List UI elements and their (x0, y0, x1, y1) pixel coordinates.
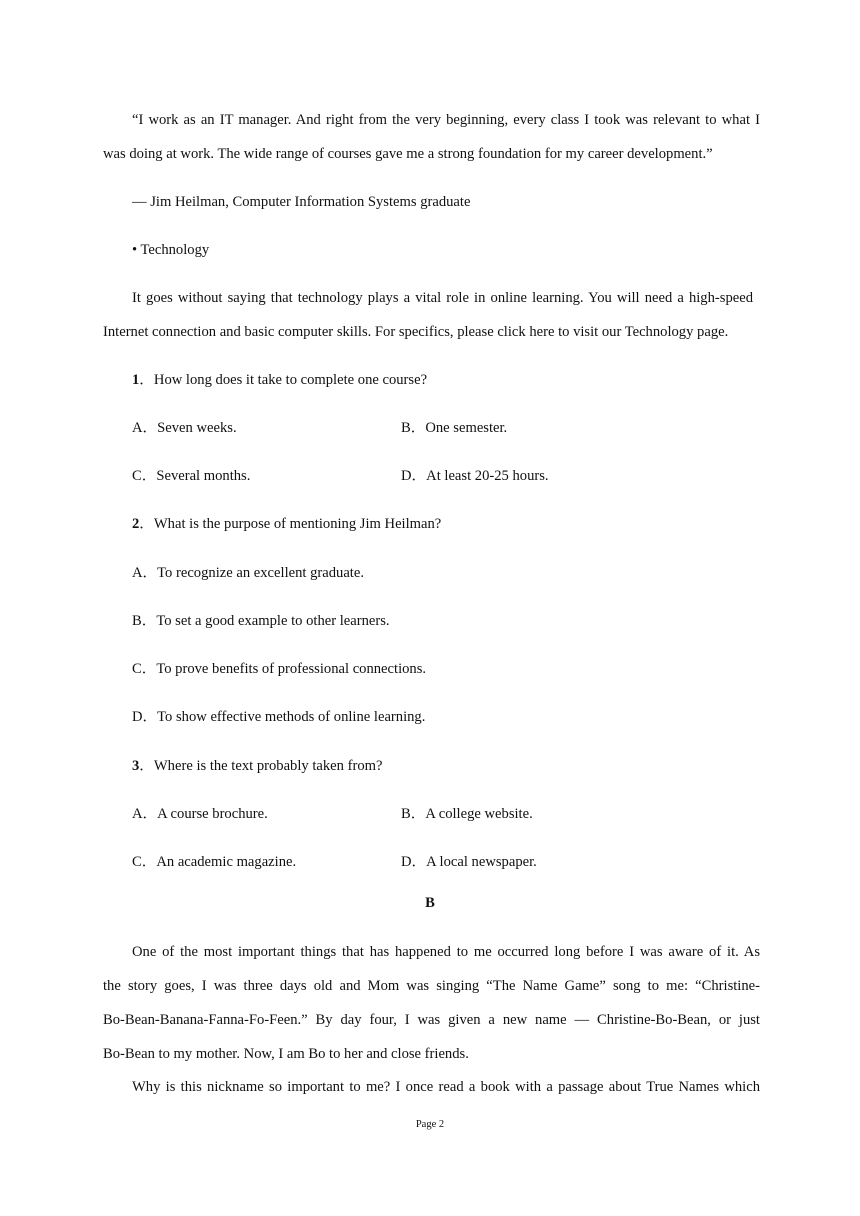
option-letter: A (132, 806, 143, 822)
option-3c: C．An academic magazine. (132, 854, 297, 870)
option-1d: D．At least 20-25 hours. (401, 468, 549, 484)
option-text: A course brochure. (157, 806, 268, 822)
option-letter: D (401, 468, 412, 484)
quote-line-2: was doing at work. The wide range of courses gave me a strong foundation for my career development.” (103, 146, 713, 162)
question-1 (132, 371, 427, 389)
option-text: Several months. (156, 468, 251, 484)
quote-line-1: “I work as an IT manager. And right from the very beginning, every class I took was relevant to what I (132, 112, 760, 128)
option-2a: A．To recognize an excellent graduate. (132, 565, 364, 581)
number-separator: ． (139, 516, 154, 532)
option-letter: D (401, 854, 412, 870)
section-b-paragraph-1-line-1: One of the most important things that has happened to me occurred long before I was aware of it. As (132, 944, 760, 960)
question-number: 1 (132, 372, 140, 388)
option-text: At least 20-25 hours. (426, 468, 549, 484)
question-stem: What is the purpose of mentioning Jim Heilman? (153, 516, 442, 532)
number-separator: ． (139, 758, 154, 774)
question-3 (132, 757, 382, 775)
option-2d: D．To show effective methods of online learning. (132, 709, 426, 725)
option-text: A local newspaper. (426, 854, 537, 870)
option-letter: B (132, 613, 142, 629)
question-number: 3 (132, 758, 140, 774)
option-1c: C．Several months. (132, 468, 251, 484)
section-b-paragraph-2-line-1: Why is this nickname so important to me? I once read a book with a passage about True Names which (132, 1079, 760, 1095)
question-stem: Where is the text probably taken from? (153, 758, 383, 774)
option-text: One semester. (425, 420, 508, 436)
section-b-paragraph-1-line-2: the story goes, I was three days old and Mom was singing “The Name Game” song to me: “Christine- (103, 978, 760, 994)
technology-paragraph-line-1: It goes without saying that technology plays a vital role in online learning. You will need a high-speed (132, 290, 753, 306)
option-letter: C (132, 468, 142, 484)
option-text: Seven weeks. (157, 420, 237, 436)
section-b-paragraph-1-line-4: Bo-Bean to my mother. Now, I am Bo to her and close friends. (103, 1046, 469, 1062)
section-b-paragraph-1-line-3: Bo-Bean-Banana-Fanna-Fo-Feen.” By day four, I was given a new name — Christine-Bo-Bean, or just (103, 1012, 760, 1028)
option-1a: A．Seven weeks. (132, 420, 237, 436)
number-separator: ． (139, 372, 154, 388)
question-stem: How long does it take to complete one course? (153, 372, 428, 388)
option-letter: D (132, 709, 143, 725)
option-text: To prove benefits of professional connections. (156, 661, 427, 677)
option-3d: D．A local newspaper. (401, 854, 537, 870)
section-b-heading: B (425, 895, 435, 911)
option-1b: B．One semester. (401, 420, 508, 436)
option-3a: A．A course brochure. (132, 806, 268, 822)
option-text: A college website. (425, 806, 533, 822)
option-letter: C (132, 661, 142, 677)
option-3b: B．A college website. (401, 806, 533, 822)
question-number: 2 (132, 516, 140, 532)
question-2 (132, 515, 441, 533)
option-text: An academic magazine. (156, 854, 297, 870)
option-text: To set a good example to other learners. (156, 613, 390, 629)
option-2c: C．To prove benefits of professional connections. (132, 661, 427, 677)
technology-paragraph-line-2: Internet connection and basic computer skills. For specifics, please click here to visit our Technology page. (103, 324, 729, 340)
option-text: To show effective methods of online learning. (157, 709, 426, 725)
option-text: To recognize an excellent graduate. (157, 565, 364, 581)
quote-attribution: — Jim Heilman, Computer Information Systems graduate (132, 194, 471, 210)
option-2b: B．To set a good example to other learners. (132, 613, 390, 629)
option-letter: C (132, 854, 142, 870)
option-letter: A (132, 420, 143, 436)
option-letter: B (401, 420, 411, 436)
option-letter: A (132, 565, 143, 581)
bullet-heading-technology: • Technology (132, 242, 210, 258)
option-letter: B (401, 806, 411, 822)
page-number: Page 2 (415, 1119, 445, 1130)
